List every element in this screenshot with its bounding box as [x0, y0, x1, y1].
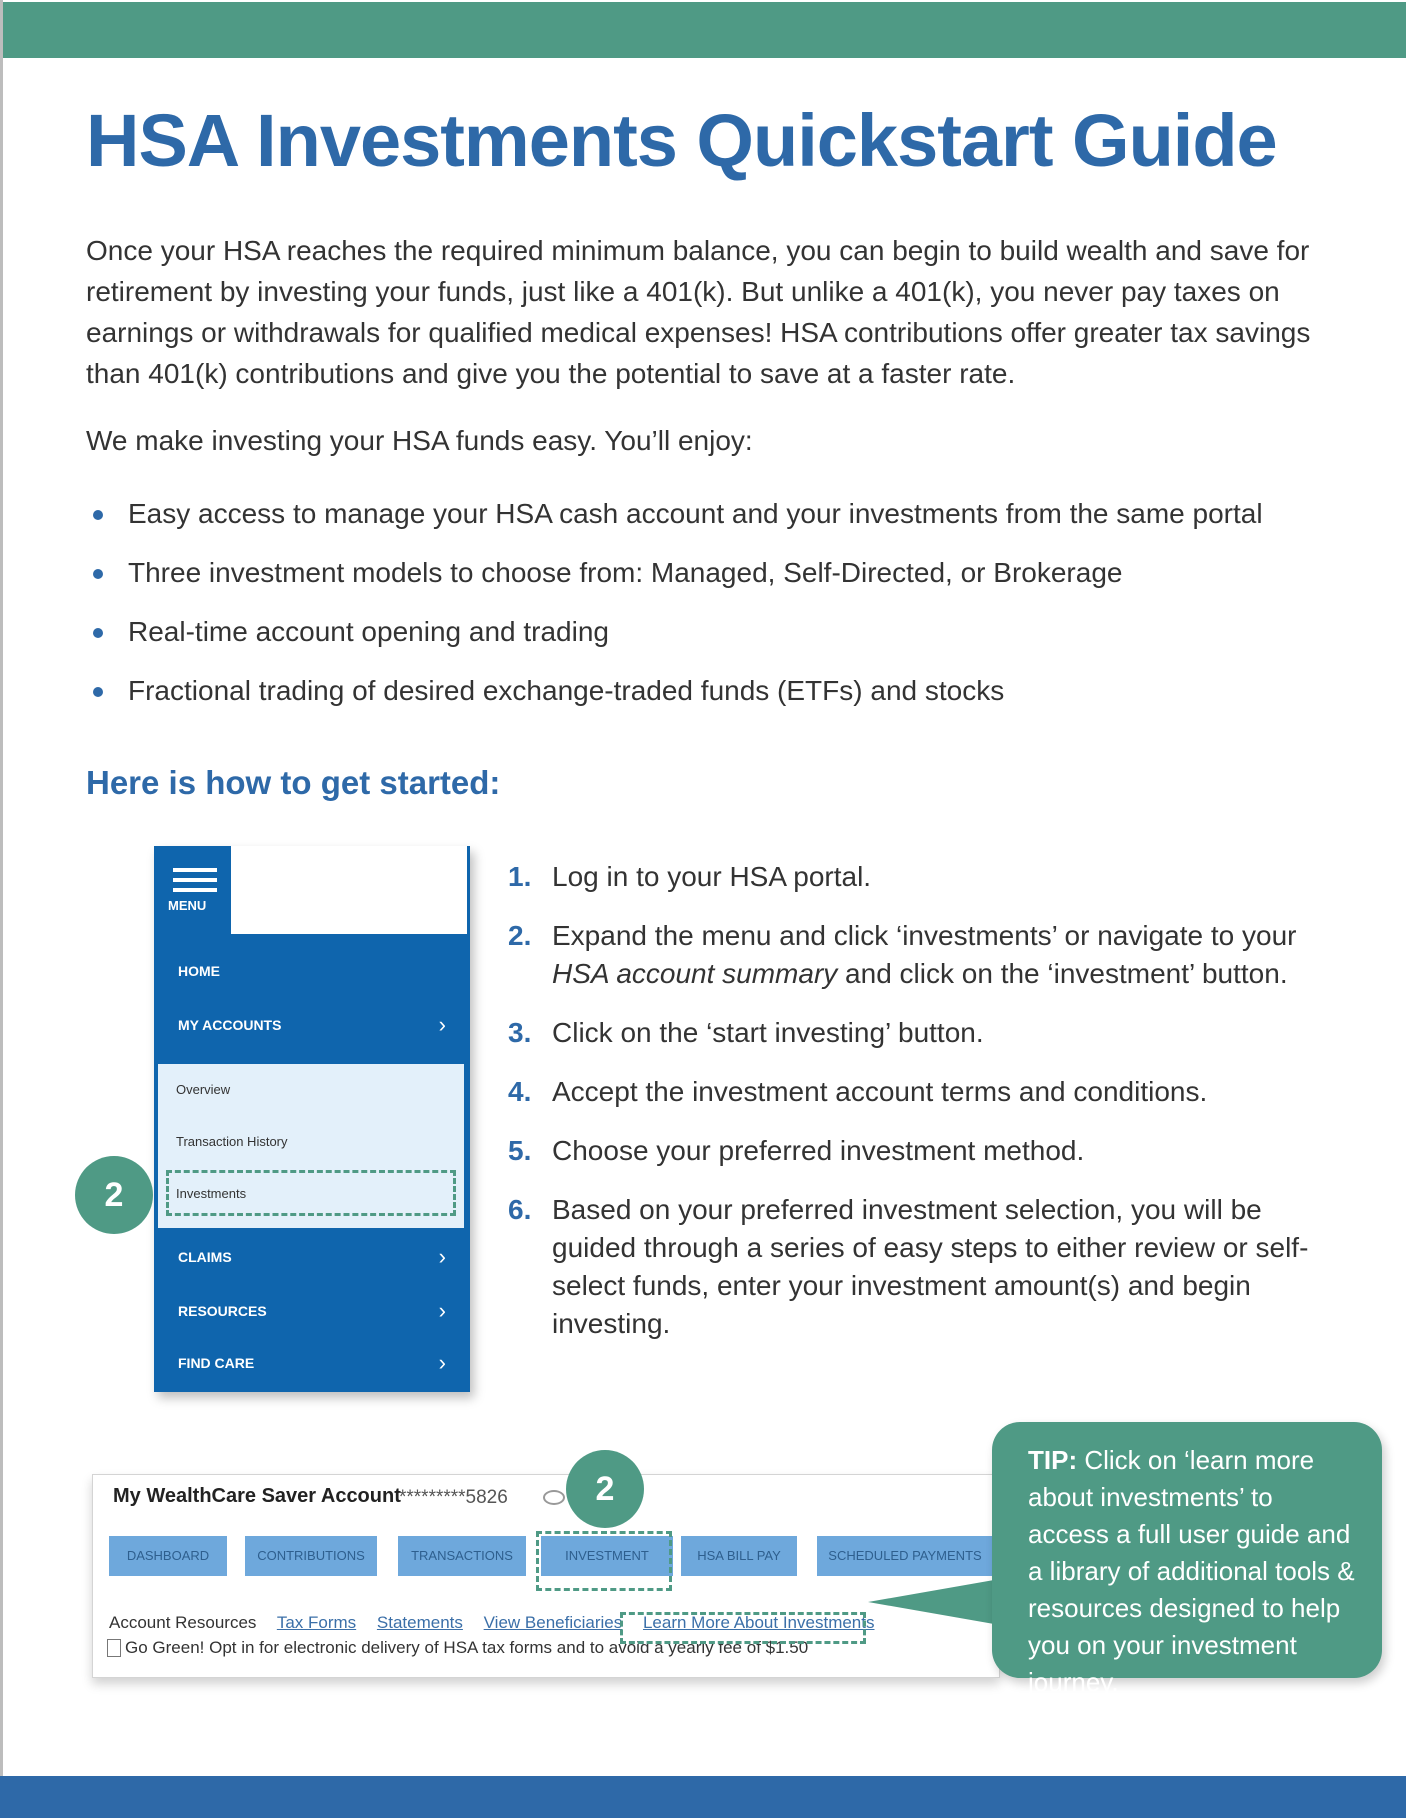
menu-screenshot — [154, 846, 470, 1392]
left-rule — [0, 0, 3, 1818]
intro-paragraph: Once your HSA reaches the required minimum balance, you can begin to build wealth and save for retirement by investing your funds, just like a 401(k). But unlike a 401(k), you never pay taxes on earnings or withdrawals for qualified medical expenses! HSA contributions offer greater tax savings than 401(k) contributions and give you the potential to save at a faster rate. — [86, 235, 1311, 389]
transactions-button[interactable]: TRANSACTIONS — [398, 1536, 526, 1576]
tip-text: Click on ‘learn more about investments’ to access a full user guide and a library of additional tools & resources designed to help you on your investment journey. — [1028, 1445, 1355, 1697]
list-item: Real-time account opening and trading — [86, 614, 1263, 673]
learn-more-investments-link[interactable]: Learn More About Investments — [642, 1613, 875, 1632]
hamburger-icon — [173, 878, 217, 882]
menu-item-find-care[interactable]: FIND CARE › — [154, 1336, 470, 1390]
go-green-note: Go Green! Opt in for electronic delivery of HSA tax forms and to avoid a yearly fee of $1.50 — [125, 1638, 809, 1657]
scheduled-payments-button[interactable]: SCHEDULED PAYMENTS — [817, 1536, 993, 1576]
list-item: Fractional trading of desired exchange-traded funds (ETFs) and stocks — [86, 673, 1263, 732]
list-item: 2. Expand the menu and click ‘investments’ or navigate to your HSA account summary and click on the ‘investment’ button. — [508, 920, 1297, 989]
menu-item-my-accounts[interactable]: MY ACCOUNTS › — [154, 998, 470, 1052]
list-item: Easy access to manage your HSA cash account and your investments from the same portal — [86, 496, 1263, 555]
document-icon — [107, 1639, 121, 1657]
submenu-item-investments[interactable]: Investments — [176, 1186, 247, 1201]
investment-button-highlight — [536, 1531, 672, 1591]
dashboard-button[interactable]: DASHBOARD — [109, 1536, 227, 1576]
menu-item-claims[interactable]: CLAIMS › — [154, 1230, 470, 1284]
step-badge: 2 — [566, 1450, 644, 1528]
investments-highlight — [166, 1170, 456, 1216]
list-item: 6. Based on your preferred investment selection, you will be guided through a series of easy steps to either review or self-select funds, enter your investment amount(s) and begin investing. — [508, 1194, 1309, 1339]
tip-callout — [992, 1422, 1382, 1697]
menu-body — [154, 934, 470, 1392]
list-item: Three investment models to choose from: Managed, Self-Directed, or Brokerage — [86, 555, 1263, 614]
submenu-item-transaction-history[interactable]: Transaction History — [176, 1134, 288, 1149]
menu-toggle[interactable] — [154, 846, 231, 934]
chevron-right-icon: › — [438, 1350, 446, 1375]
page-title: HSA Investments Quickstart Guide — [86, 99, 1277, 182]
hamburger-icon — [173, 868, 217, 872]
feature-list — [86, 496, 1263, 732]
list-item: 4. Accept the investment account terms and conditions. — [508, 1076, 1208, 1107]
hamburger-icon — [173, 888, 217, 892]
menu-item-resources[interactable]: RESOURCES › — [154, 1284, 470, 1338]
menu-item-home[interactable]: HOME — [178, 963, 220, 979]
tip-pointer — [868, 1580, 994, 1624]
list-item: 1. Log in to your HSA portal. — [508, 861, 872, 892]
section-heading: Here is how to get started: — [86, 764, 501, 801]
submenu-item-overview[interactable]: Overview — [176, 1082, 231, 1097]
account-resources-label: Account Resources — [109, 1613, 257, 1632]
learn-more-highlight — [620, 1612, 866, 1644]
enjoy-line: We make investing your HSA funds easy. You’ll enjoy: — [86, 425, 753, 456]
list-item: 5. Choose your preferred investment method. — [508, 1135, 1085, 1166]
bottom-band — [0, 1776, 1406, 1818]
tip-label: TIP: — [1028, 1445, 1078, 1475]
account-title: My WealthCare Saver Account — [113, 1485, 401, 1507]
chevron-right-icon: › — [438, 1298, 446, 1323]
chevron-right-icon: › — [438, 1244, 446, 1269]
chevron-right-icon: › — [438, 1012, 446, 1037]
contributions-button[interactable]: CONTRIBUTIONS — [245, 1536, 377, 1576]
tax-forms-link[interactable]: Tax Forms — [276, 1613, 357, 1632]
step-badge: 2 — [75, 1156, 153, 1234]
menu-label: MENU — [168, 898, 207, 913]
investment-button[interactable]: INVESTMENT — [541, 1536, 673, 1576]
account-number: *********5826 — [399, 1487, 508, 1508]
view-beneficiaries-link[interactable]: View Beneficiaries — [483, 1613, 623, 1632]
statements-link[interactable]: Statements — [376, 1613, 463, 1632]
list-item: 3. Click on the ‘start investing’ button. — [508, 1017, 984, 1048]
eye-icon[interactable] — [543, 1490, 565, 1505]
steps-list — [508, 858, 1338, 1364]
top-band — [2, 2, 1406, 58]
hsa-bill-pay-button[interactable]: HSA BILL PAY — [681, 1536, 797, 1576]
